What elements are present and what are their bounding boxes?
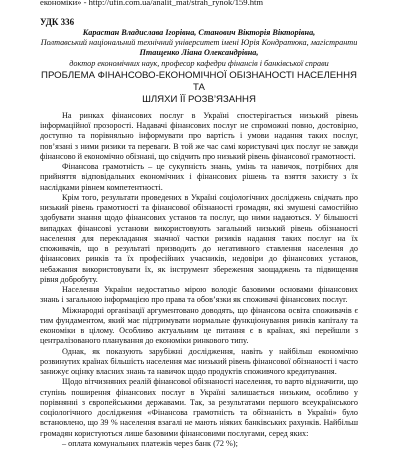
paragraph: Щодо вітчизняних реалій фінансової обізнаності населення, то варто відзначити, що ступінь поширення фінансових послуг в Україні залишається низьким, особливо у порівнянні з європейськими державами. Так, за результатами першого всеукраїнського соціологічного дослідження «Фінансова грамотність та обізнаність в Україні» було встановлено, що 39 % населення взагалі не мають ніяких банківських рахунків. Найбільш громадян користуються лише базовими фінансовими послугами, серед яких:: [40, 377, 358, 438]
supervisor-name: Птащенко Ліана Олександрівна,: [139, 48, 259, 58]
list-item-text: оплата комунальних платежів через банк (72 %);: [68, 438, 238, 448]
paragraph: На ринках фінансових послуг в Україні спостерігається низький рівень інформаційної прозорості. Надавачі фінансових послуг не спроможні повно, достовірно, доступно та порівняльно інформувати про вартість і умови надання таких послуг, пов’язані з ними ризики та переваги. В той же час самі користувачі цих послуг не завжди фінансово й економічно обізнані, що свідчить про низький рівень фінансової грамотності.: [40, 110, 358, 161]
paper-title: [40, 70, 358, 106]
paragraph: Міжнародні організації аргументовано доводять, що фінансова освіта споживачів є тим фундаментом, який має підтримувати нормальне функціонування ринків капіталу та економіки в цілому. Особливо актуальним це питання є в країнах, які перейшли з централізованого планування до економіки ринкового типу.: [40, 305, 358, 346]
title-line: ШЛЯХИ ЇЇ РОЗВ’ЯЗАННЯ: [142, 93, 256, 105]
paragraph: Крім того, результати проведених в Україні соціологічних досліджень свідчать про низький рівень грамотності та фінансової обізнаності громадян, які змушені самостійно здобувати знання щодо фінансових установ та послуг, що ними надаються. У більшості випадках фінансові установи використовують загальний низький рівень обізнаності населення для перекладання значної частки ризиків надання таких послуг на їх споживачів, що в результаті призводить до негативного ставлення населення до фінансових ринків та їх професійних учасників, недовіри до фінансових установ, небажання використовувати їх, як інструмент збереження заощаджень та підвищення рівня добробуту.: [40, 192, 358, 284]
bullet-list: [40, 439, 358, 449]
article-body: [40, 111, 358, 449]
paragraph: Однак, як показують зарубіжні дослідження, навіть у найбільш економічно розвинутих країнах більшість населення має низький рівень фінансової обізнаності і часто занижує оцінку власних знань та навичок щодо продуктів споживчого кредитування.: [40, 346, 358, 377]
supervisor-role: доктор економічних наук, професор кафедри фінансів і банківської справи: [69, 58, 329, 68]
title-line: ПРОБЛЕМА ФІНАНСОВО-ЕКОНОМІЧНОЇ ОБІЗНАНОСТІ НАСЕЛЕННЯ ТА: [41, 69, 357, 93]
author-names: Карастан Владислава Ігорівна, Станович Вікторія Вікторівна,: [82, 28, 316, 37]
paragraph: Населення України недостатньо мірою володіє базовими основами фінансових знань і загальною інформацією про права та обов’язки як споживачі фінансових послуг.: [40, 285, 358, 305]
author-affiliation: Полтавський національний технічний університет імені Юрія Кондратюка, магістранти: [40, 38, 358, 48]
paragraph: Фінансова грамотність – це сукупність знань, умінь та навичок, потрібних для прийняття відповідальних економічних і фінансових рішень та взяття захисту з їх наслідками рівнем компетентності.: [40, 162, 358, 192]
header-source-line: економіки» - http://ufin.com.ua/analit_mat/strah_rynok/159.htm: [40, 0, 264, 7]
list-item: – оплата комунальних платежів через банк (72 %);: [62, 438, 238, 448]
udc-code: УДК 336: [40, 17, 75, 27]
